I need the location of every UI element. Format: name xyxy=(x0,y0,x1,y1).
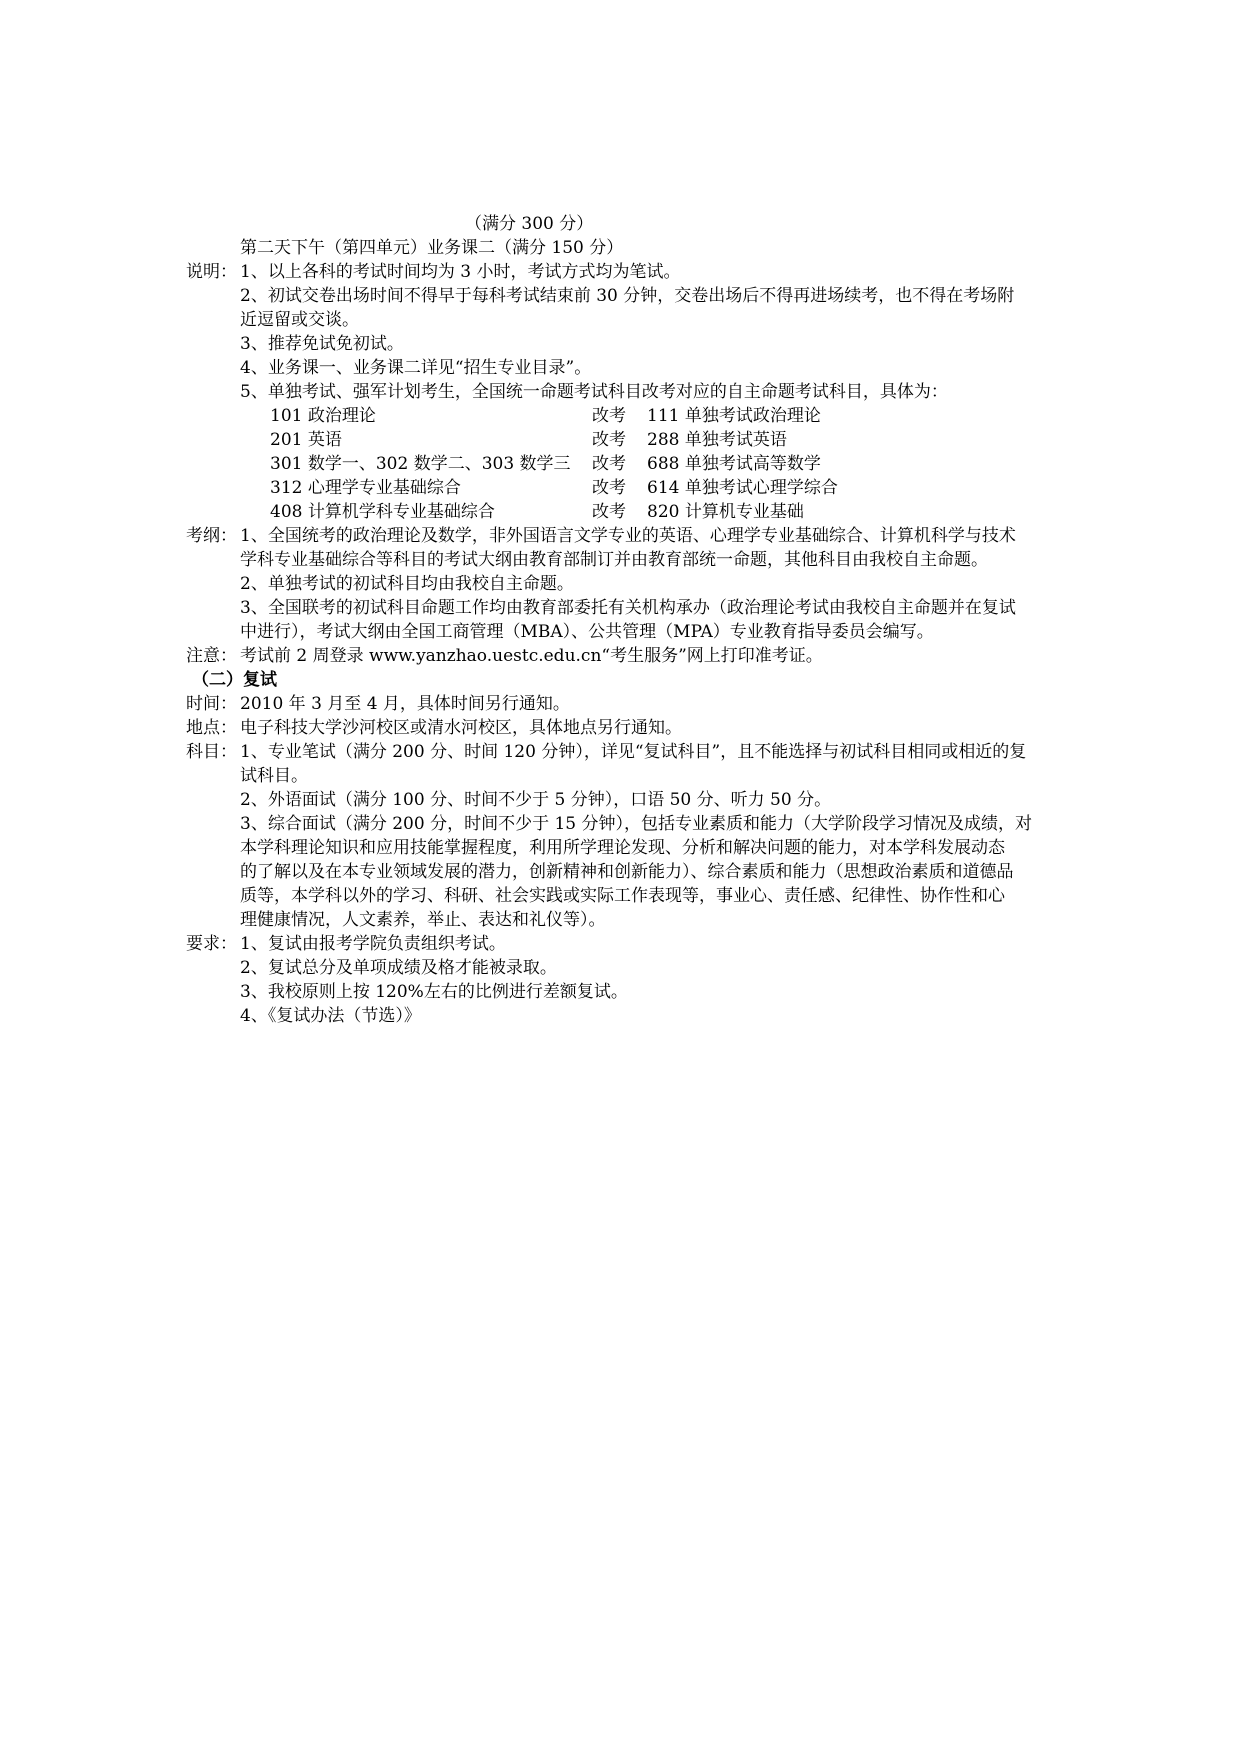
requirements-text: 4、《复试办法（节选）》 xyxy=(240,1006,421,1026)
day2-line: 第二天下午（第四单元）业务课二（满分 150 分） xyxy=(240,238,624,258)
subjects-label: 科目： xyxy=(186,742,237,762)
mapping-from: 101 政治理论 xyxy=(270,406,376,426)
mapping-verb: 改考 xyxy=(592,406,626,426)
mapping-to: 820 计算机专业基础 xyxy=(647,502,804,522)
subjects-text: 的了解以及在本专业领域发展的潜力，创新精神和创新能力）、综合素质和能力（思想政治素质和道德品 xyxy=(240,862,1014,882)
mapping-from: 408 计算机学科专业基础综合 xyxy=(270,502,495,522)
mapping-from: 201 英语 xyxy=(270,430,342,450)
place-text: 电子科技大学沙河校区或清水河校区，具体地点另行通知。 xyxy=(240,718,682,738)
mapping-verb: 改考 xyxy=(592,454,626,474)
requirements-text: 1、复试由报考学院负责组织考试。 xyxy=(240,934,506,954)
subjects-text: 质等，本学科以外的学习、科研、社会实践或实际工作表现等，事业心、责任感、纪律性、协作性和心 xyxy=(240,886,1005,906)
full-score-line: （满分 300 分） xyxy=(465,214,594,234)
requirements-text: 2、复试总分及单项成绩及格才能被录取。 xyxy=(240,958,557,978)
mapping-from: 312 心理学专业基础综合 xyxy=(270,478,461,498)
mapping-verb: 改考 xyxy=(592,502,626,522)
notes-item: 5、单独考试、强军计划考生，全国统一命题考试科目改考对应的自主命题考试科目，具体为： xyxy=(240,382,948,402)
place-label: 地点： xyxy=(186,718,237,738)
retest-time-line xyxy=(186,692,1088,716)
requirements-line-1 xyxy=(186,932,1088,956)
subjects-text: 本学科理论知识和应用技能掌握程度，利用所学理论发现、分析和解决问题的能力，对本学科发展动态 xyxy=(240,838,1005,858)
mapping-from: 301 数学一、302 数学二、303 数学三 xyxy=(270,454,571,474)
notes-line-1 xyxy=(186,260,1088,284)
subjects-line-1 xyxy=(186,740,1088,764)
syllabus-text: 1、全国统考的政治理论及数学，非外国语言文学专业的英语、心理学专业基础综合、计算机科学与技术 xyxy=(240,526,1016,546)
mapping-to: 288 单独考试英语 xyxy=(647,430,787,450)
subjects-text: 试科目。 xyxy=(240,766,308,786)
mapping-verb: 改考 xyxy=(592,430,626,450)
notes-item: 近逗留或交谈。 xyxy=(240,310,359,330)
mapping-to: 688 单独考试高等数学 xyxy=(647,454,821,474)
retest-place-line xyxy=(186,716,1088,740)
requirements-label: 要求： xyxy=(186,934,237,954)
notes-item: 3、推荐免试免初试。 xyxy=(240,334,404,354)
syllabus-text: 3、全国联考的初试科目命题工作均由教育部委托有关机构承办（政治理论考试由我校自主命题并在复试 xyxy=(240,598,1016,618)
mapping-row xyxy=(186,428,1088,452)
mapping-row xyxy=(186,500,1088,524)
mapping-verb: 改考 xyxy=(592,478,626,498)
requirements-text: 3、我校原则上按 120%左右的比例进行差额复试。 xyxy=(240,982,628,1002)
syllabus-label: 考纲： xyxy=(186,526,237,546)
time-text: 2010 年 3 月至 4 月，具体时间另行通知。 xyxy=(240,694,570,714)
notes-item: 1、以上各科的考试时间均为 3 小时，考试方式均为笔试。 xyxy=(240,262,681,282)
attention-text: 考试前 2 周登录 www.yanzhao.uestc.edu.cn“考生服务”网上打印准考证。 xyxy=(240,646,823,666)
time-label: 时间： xyxy=(186,694,237,714)
syllabus-line-1 xyxy=(186,524,1088,548)
mapping-row xyxy=(186,404,1088,428)
mapping-row xyxy=(186,476,1088,500)
attention-line xyxy=(186,644,1088,668)
retest-heading: （二）复试 xyxy=(192,670,277,690)
syllabus-text: 2、单独考试的初试科目均由我校自主命题。 xyxy=(240,574,574,594)
subjects-text: 1、专业笔试（满分 200 分、时间 120 分钟），详见“复试科目”，且不能选择与初试科目相同或相近的复 xyxy=(240,742,1027,762)
notes-item: 2、初试交卷出场时间不得早于每科考试结束前 30 分钟，交卷出场后不得再进场续考，也不得在考场附 xyxy=(240,286,1015,306)
subjects-text: 2、外语面试（满分 100 分、时间不少于 5 分钟），口语 50 分、听力 50 分。 xyxy=(240,790,832,810)
notes-label: 说明： xyxy=(186,262,237,282)
mapping-to: 111 单独考试政治理论 xyxy=(647,406,821,426)
mapping-to: 614 单独考试心理学综合 xyxy=(647,478,838,498)
attention-label: 注意： xyxy=(186,646,237,666)
subjects-text: 3、综合面试（满分 200 分，时间不少于 15 分钟），包括专业素质和能力（大学阶段学习情况及成绩，对 xyxy=(240,814,1033,834)
syllabus-text: 学科专业基础综合等科目的考试大纲由教育部制订并由教育部统一命题，其他科目由我校自主命题。 xyxy=(240,550,988,570)
notes-item: 4、业务课一、业务课二详见“招生专业目录”。 xyxy=(240,358,592,378)
subjects-text: 理健康情况，人文素养，举止、表达和礼仪等）。 xyxy=(240,910,606,930)
mapping-row xyxy=(186,452,1088,476)
document-page xyxy=(186,212,1088,1028)
syllabus-text: 中进行），考试大纲由全国工商管理（MBA）、公共管理（MPA）专业教育指导委员会编写。 xyxy=(240,622,934,642)
